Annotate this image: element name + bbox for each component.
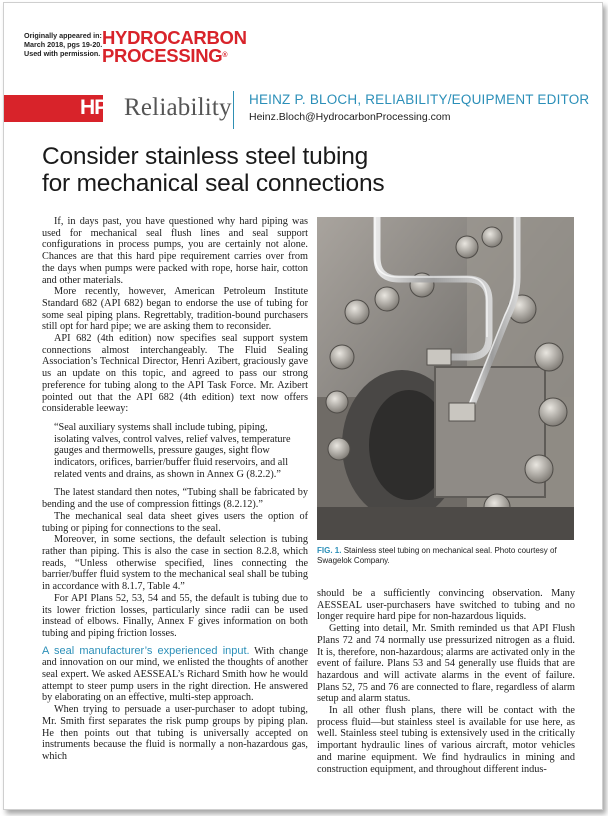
brand-line-2: PROCESSING xyxy=(102,45,223,66)
magazine-page xyxy=(3,2,603,810)
paragraph-text: With change and innovation on our mind, we enlisted the thoughts of another seal expert. We asked AESSEAL’s Richard Smith how he would attempt to steer pump users in the right direction. He answered by elaborating on an effective, multi-step approach. xyxy=(42,645,308,704)
figure-photo xyxy=(317,217,574,540)
reprint-line: Originally appeared in: xyxy=(24,31,102,40)
block-quote: “Seal auxiliary systems shall include tubing, piping, isolating valves, control valves, relief valves, temperature gauges and thermowells, pressure gauges, sight flow indicators, orifices, barrier/buffer fluid reservoirs, and all related vents and drains, as shown in Annex G (8.2.2).” xyxy=(54,421,291,480)
paragraph: When trying to persuade a user-purchaser to adopt tubing, Mr. Smith first separates the risk pump groups by piping plan. He then points out that tubing is universally accepted on instruments because the fluid is normally a non-hazardous gas, which xyxy=(42,704,308,762)
editor-name: HEINZ P. BLOCH, RELIABILITY/EQUIPMENT EDITOR xyxy=(249,92,590,107)
publication-logo xyxy=(102,29,247,65)
body-column-right xyxy=(317,588,575,775)
title-line: Consider stainless steel tubing xyxy=(42,143,369,170)
body-column-left xyxy=(42,216,308,763)
paragraph: The mechanical seal data sheet gives users the option of tubing or piping for connections to the seal. xyxy=(42,510,308,534)
subheading: A seal manufacturer’s experienced input. xyxy=(42,644,250,657)
paragraph: Getting into detail, Mr. Smith reminded us that API Flush Plans 72 and 74 normally use pressurized nitrogen as a fluid. It is, therefore, non-hazardous; alarms are activated only in the event of failure. Plans 53 and 54 generally use fluids that are hazardous and will activate alarms in the event of failure. Plans 52, 75 and 76 are connected to flare, regardless of alarm setup and alarm status. xyxy=(317,623,575,705)
figure-caption-text: Stainless steel tubing on mechanical seal. Photo courtesy of Swagelok Company. xyxy=(317,546,557,565)
section-name: Reliability xyxy=(124,94,232,121)
figure-caption xyxy=(317,546,575,566)
paragraph: In all other flush plans, there will be contact with the process fluid—but stainless steel is available for use here, as well. Stainless steel tubing is extensively used in the critically important hydraulic lines of various aircraft, motor vehicles and marine equipment. We find hydraulics in mining and construction equipment, and throughout different indus- xyxy=(317,705,575,775)
seal-tubing-photo-illustration xyxy=(317,217,574,540)
figure-label: FIG. 1. xyxy=(317,546,342,555)
paragraph-with-subhead xyxy=(42,646,308,705)
paragraph: The latest standard then notes, “Tubing shall be fabricated by bending and the use of compression fittings (8.2.12).” xyxy=(42,487,308,511)
paragraph: More recently, however, American Petroleum Institute Standard 682 (API 682) began to endorse the use of tubing for some seal piping plans. Regrettably, tradition-bound purchasers still opt for hard pipe; we are asking them to reconsider. xyxy=(42,286,308,333)
reprint-line: Used with permission. xyxy=(24,49,101,58)
paragraph: Moreover, in some sections, the default selection is tubing rather than piping. This is also the case in section 8.2.8, which reads, “Unless otherwise specified, lines connecting the barrier/buffer fluid system to the mechanical seal shall be tubing in accordance with 8.1.7, Table 4.” xyxy=(42,534,308,593)
paragraph: API 682 (4th edition) now specifies seal support system connections almost interchangeably. The Fluid Sealing Association’s Technical Director, Henri Azibert, graciously gave us an update on this topic, and agreed to pass our strong preference for tubing along to the API Task Force. Mr. Azibert pointed out that the API 682 (4th edition) text now offers considerable leeway: xyxy=(42,333,308,415)
editor-email: Heinz.Bloch@HydrocarbonProcessing.com xyxy=(249,111,451,123)
header-divider xyxy=(233,91,234,129)
paragraph: should be a sufficiently convincing observation. Many AESSEAL user-purchasers have switched to tubing and no longer require hard pipe for non-hazardous liquids. xyxy=(317,588,575,623)
article-title xyxy=(42,143,384,197)
title-line: for mechanical seal connections xyxy=(42,170,385,197)
reprint-notice xyxy=(24,31,102,58)
reprint-line: March 2018, pgs 19-20. xyxy=(24,40,103,49)
registered-mark: ® xyxy=(222,52,228,59)
paragraph: For API Plans 52, 53, 54 and 55, the default is tubing due to its lower friction losses, particularly since radii can be used instead of elbows. Finally, Annex F gives information on both tubing and piping friction losses. xyxy=(42,592,308,639)
paragraph: If, in days past, you have questioned why hard piping was used for mechanical seal flush lines and seal support configurations in process pumps, you are certainly not alone. Chances are that this hard pipe requirement carries over from the days when pumps were packed with rope, horse hair, cotton and other materials. xyxy=(42,216,308,286)
hp-logo: HP xyxy=(80,96,108,119)
brand-line-1: HYDROCARBON xyxy=(102,27,247,48)
